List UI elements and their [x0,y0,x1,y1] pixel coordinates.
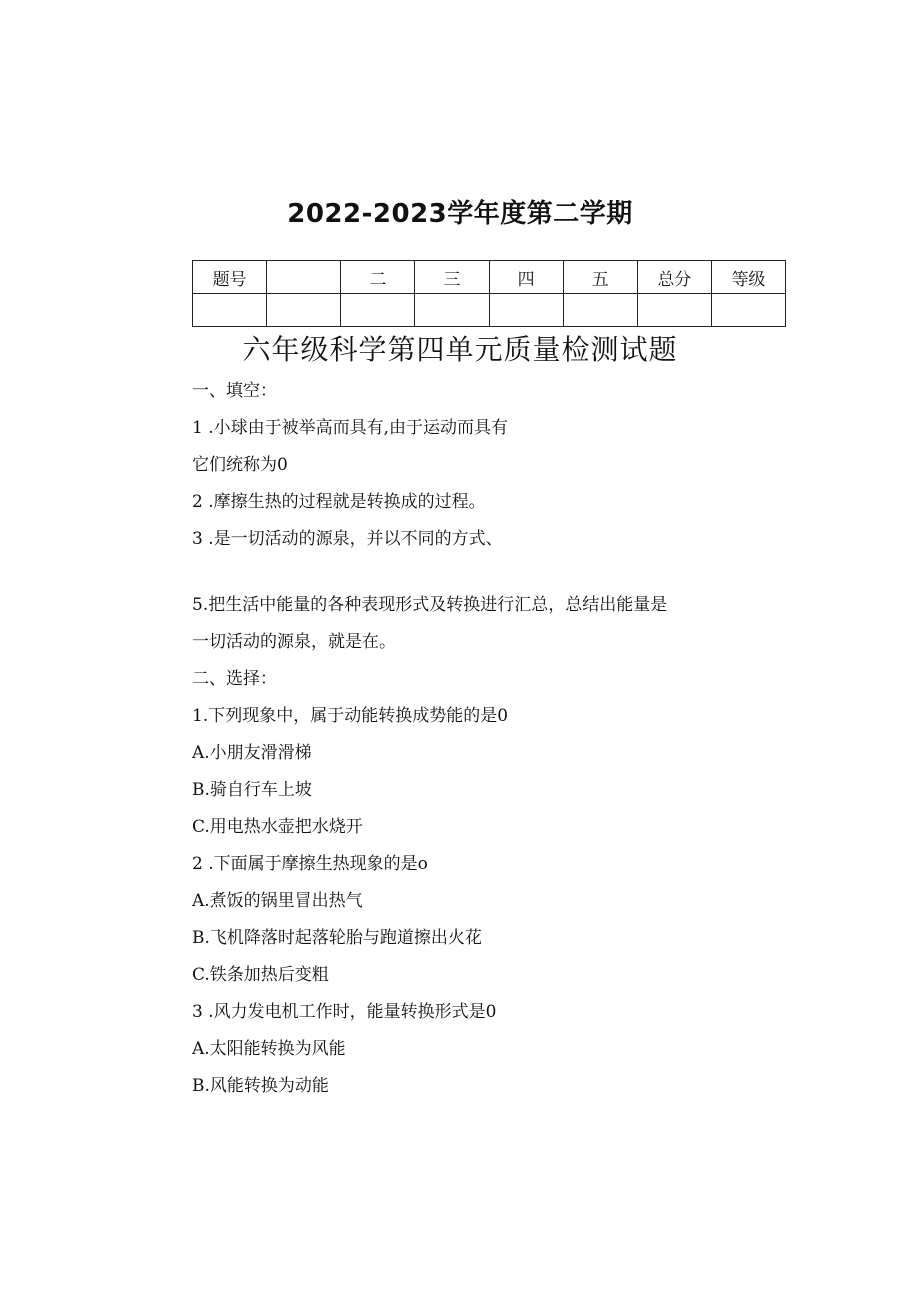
question-line: 1.下列现象中，属于动能转换成势能的是0 [192,706,509,726]
score-header-cell [267,261,341,294]
score-table-header-row [193,261,786,294]
score-value-cell [341,294,415,327]
score-table [192,260,786,327]
option-line: B.风能转换为动能 [192,1076,329,1096]
section-heading-choice: 二、选择： [192,669,277,689]
question-line: 3 .风力发电机工作时，能量转换形式是0 [192,1002,497,1022]
score-value-cell [489,294,563,327]
option-line: A.小朋友滑滑梯 [192,743,312,763]
option-line: A.煮饭的锅里冒出热气 [192,891,363,911]
question-line: 一切活动的源泉，就是在。 [192,632,396,652]
section-heading-fill-blank: 一、填空： [192,381,277,401]
score-header-cell: 等级 [711,261,785,294]
score-value-cell [415,294,489,327]
score-header-cell: 二 [341,261,415,294]
score-value-cell [563,294,637,327]
question-line: 3 .是一切活动的源泉，并以不同的方式、 [192,529,503,549]
question-line: 1 .小球由于被举高而具有,由于运动而具有 [192,418,509,438]
option-line: B.骑自行车上坡 [192,780,312,800]
score-header-cell: 四 [489,261,563,294]
score-table-value-row [193,294,786,327]
question-line: 2 .下面属于摩擦生热现象的是o [192,854,428,874]
score-header-cell: 题号 [193,261,267,294]
question-line: 5.把生活中能量的各种表现形式及转换进行汇总，总结出能量是 [192,595,668,615]
question-line: 它们统称为0 [192,455,288,475]
semester-title: 2022-2023学年度第二学期 [287,199,633,229]
exam-title: 六年级科学第四单元质量检测试题 [242,333,678,366]
option-line: A.太阳能转换为风能 [192,1039,346,1059]
option-line: B.飞机降落时起落轮胎与跑道擦出火花 [192,928,482,948]
option-line: C.铁条加热后变粗 [192,965,329,985]
score-header-cell: 总分 [637,261,711,294]
score-header-cell: 三 [415,261,489,294]
option-line: C.用电热水壶把水烧开 [192,817,363,837]
score-value-cell [267,294,341,327]
score-value-cell [711,294,785,327]
score-header-cell: 五 [563,261,637,294]
score-value-cell [193,294,267,327]
question-line: 2 .摩擦生热的过程就是转换成的过程。 [192,492,486,512]
score-value-cell [637,294,711,327]
